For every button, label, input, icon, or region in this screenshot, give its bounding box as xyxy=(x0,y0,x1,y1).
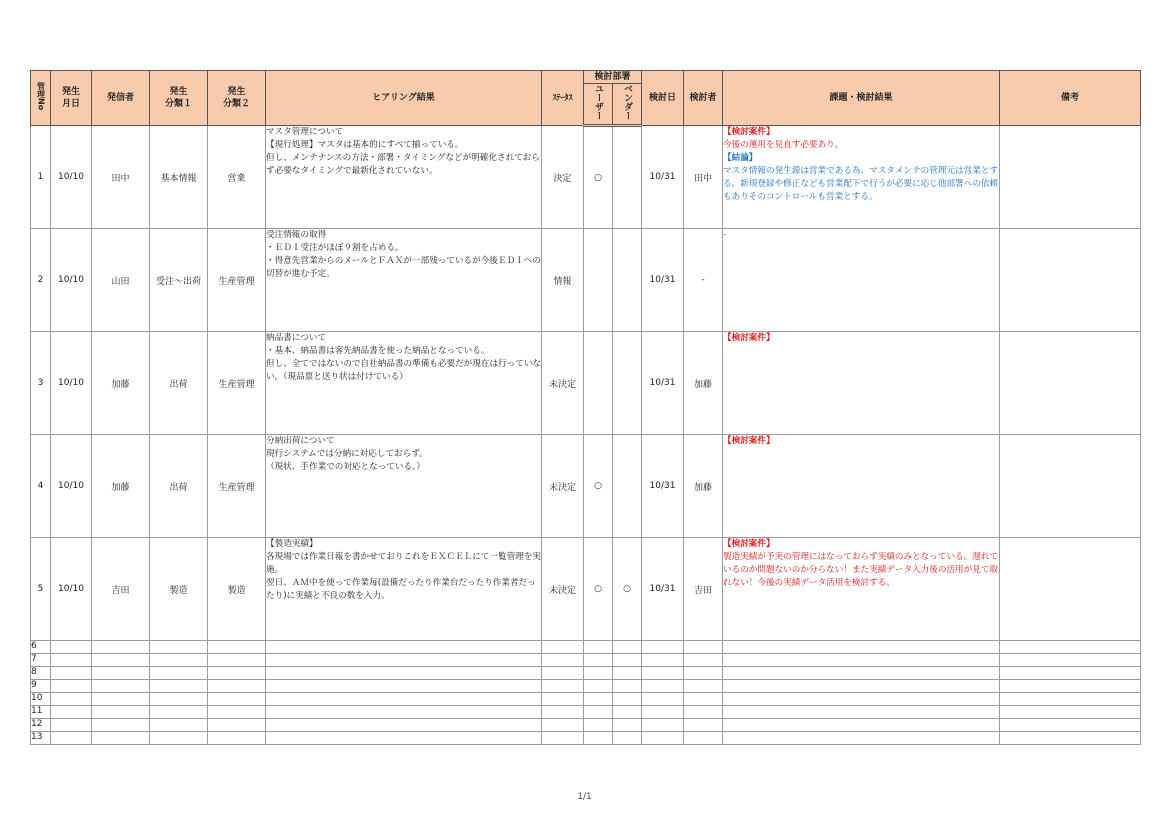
empty-cell xyxy=(584,706,613,719)
row-category-1: 出荷 xyxy=(150,332,208,435)
empty-cell xyxy=(542,719,584,732)
row-sender: 山田 xyxy=(92,229,150,332)
empty-cell xyxy=(266,732,542,745)
empty-cell xyxy=(92,693,150,706)
empty-cell xyxy=(542,641,584,654)
empty-cell xyxy=(92,680,150,693)
empty-cell xyxy=(51,680,92,693)
row-number: 13 xyxy=(31,732,51,745)
row-status: 未決定 xyxy=(542,538,584,641)
row-date: 10/10 xyxy=(51,332,92,435)
empty-row xyxy=(31,719,1141,732)
empty-cell xyxy=(642,641,684,654)
row-number: 2 xyxy=(31,229,51,332)
empty-cell xyxy=(266,680,542,693)
empty-cell xyxy=(1000,732,1141,745)
row-dept-user xyxy=(584,332,613,435)
empty-cell xyxy=(684,641,723,654)
header-reviewer: 検討者 xyxy=(684,71,723,126)
row-issue-result xyxy=(723,126,1000,229)
empty-cell xyxy=(613,667,642,680)
row-date: 10/10 xyxy=(51,126,92,229)
empty-cell xyxy=(723,693,1000,706)
header-review-date: 検討日 xyxy=(642,71,684,126)
row-number: 4 xyxy=(31,435,51,538)
table-row xyxy=(31,435,1141,538)
row-hearing-result: 受注情報の取得 ・ＥＤＩ受注がほぼ９割を占める。 ・得意先営業からのメールとＦＡＸが一部残っているが今後ＥＤＩへの切替が進む予定。 xyxy=(266,229,542,332)
row-dept-vendor xyxy=(613,126,642,229)
row-hearing-result: 納品書について ・基本、納品書は客先納品書を使った納品となっている。 但し、全てではないので自社納品書の準備も必要だが現在は行っていない。（現品票と送り状は付けている） xyxy=(266,332,542,435)
header-review-department: 検討部署 xyxy=(584,71,642,84)
row-review-date: 10/31 xyxy=(642,126,684,229)
header-dept-user: ユーザー xyxy=(584,84,613,126)
empty-cell xyxy=(208,680,266,693)
empty-cell xyxy=(642,680,684,693)
empty-cell xyxy=(723,680,1000,693)
row-review-date: 10/31 xyxy=(642,538,684,641)
row-notes xyxy=(1000,229,1141,332)
row-date: 10/10 xyxy=(51,538,92,641)
header-issue-result: 課題・検討結果 xyxy=(723,71,1000,126)
empty-cell xyxy=(584,693,613,706)
empty-cell xyxy=(584,667,613,680)
empty-cell xyxy=(208,667,266,680)
row-number: 12 xyxy=(31,719,51,732)
row-dept-user: ○ xyxy=(584,435,613,538)
empty-row xyxy=(31,680,1141,693)
row-reviewer: 加藤 xyxy=(684,332,723,435)
empty-cell xyxy=(92,719,150,732)
empty-cell xyxy=(584,641,613,654)
empty-cell xyxy=(684,719,723,732)
row-number: 10 xyxy=(31,693,51,706)
empty-cell xyxy=(208,719,266,732)
row-dept-vendor xyxy=(613,229,642,332)
empty-cell xyxy=(92,667,150,680)
empty-cell xyxy=(150,654,208,667)
empty-cell xyxy=(642,667,684,680)
header-date: 発生 月日 xyxy=(51,71,92,126)
empty-row xyxy=(31,654,1141,667)
row-notes xyxy=(1000,435,1141,538)
row-status: 未決定 xyxy=(542,435,584,538)
empty-cell xyxy=(150,732,208,745)
header-no: 管理No xyxy=(31,71,51,126)
row-category-1: 受注～出荷 xyxy=(150,229,208,332)
empty-cell xyxy=(613,654,642,667)
row-number: 1 xyxy=(31,126,51,229)
empty-cell xyxy=(208,732,266,745)
row-review-date: 10/31 xyxy=(642,332,684,435)
row-category-2: 生産管理 xyxy=(208,332,266,435)
empty-cell xyxy=(92,706,150,719)
empty-row xyxy=(31,641,1141,654)
row-category-2: 製造 xyxy=(208,538,266,641)
row-number: 5 xyxy=(31,538,51,641)
empty-cell xyxy=(642,693,684,706)
empty-cell xyxy=(51,641,92,654)
row-issue-result xyxy=(723,332,1000,435)
issue-heading: 【検討案件】 xyxy=(723,333,775,343)
header-status: ｽﾃｰﾀｽ xyxy=(542,71,584,126)
empty-cell xyxy=(542,654,584,667)
empty-cell xyxy=(208,654,266,667)
empty-cell xyxy=(1000,654,1141,667)
row-notes xyxy=(1000,332,1141,435)
row-sender: 加藤 xyxy=(92,435,150,538)
row-number: 7 xyxy=(31,654,51,667)
empty-cell xyxy=(642,706,684,719)
row-dept-vendor xyxy=(613,435,642,538)
row-reviewer: 吉田 xyxy=(684,538,723,641)
row-hearing-result: マスタ管理について 【現行処理】マスタは基本的にすべて揃っている。 但し、メンテナンスの方法・部署・タイミングなどが明確化されておらず必要なタイミングで最新化されていない。 xyxy=(266,126,542,229)
row-number: 11 xyxy=(31,706,51,719)
row-review-date: 10/31 xyxy=(642,435,684,538)
empty-cell xyxy=(584,680,613,693)
empty-cell xyxy=(584,732,613,745)
issue-text: マスタ情報の発生源は営業である為、マスタメンテの管理元は営業とする。新規登録や修正なども営業配下で行うが必要に応じ他部署への依頼もありそのコントロールも営業とする。 xyxy=(723,166,999,202)
empty-cell xyxy=(642,719,684,732)
empty-cell xyxy=(1000,680,1141,693)
row-reviewer: 田中 xyxy=(684,126,723,229)
empty-cell xyxy=(723,641,1000,654)
empty-cell xyxy=(92,732,150,745)
empty-cell xyxy=(150,693,208,706)
empty-cell xyxy=(266,693,542,706)
empty-cell xyxy=(92,654,150,667)
empty-cell xyxy=(684,667,723,680)
row-notes xyxy=(1000,538,1141,641)
issue-text: 製造実績が予実の管理にはなっておらず実績のみとなっている。遅れているのか問題ないのか分らない！また実績データ入力後の活用が見て取れない！今後の実績データ活用を検討する。 xyxy=(723,552,999,588)
row-dept-vendor: ○ xyxy=(613,538,642,641)
table-row xyxy=(31,538,1141,641)
row-review-date: 10/31 xyxy=(642,229,684,332)
empty-cell xyxy=(51,719,92,732)
empty-cell xyxy=(1000,667,1141,680)
row-dept-user xyxy=(584,229,613,332)
header-dept-vendor: ベンダー xyxy=(613,84,642,126)
table-row xyxy=(31,126,1141,229)
empty-cell xyxy=(584,654,613,667)
row-number: 9 xyxy=(31,680,51,693)
empty-cell xyxy=(723,706,1000,719)
row-category-1: 出荷 xyxy=(150,435,208,538)
empty-cell xyxy=(542,693,584,706)
row-dept-vendor xyxy=(613,332,642,435)
row-category-1: 製造 xyxy=(150,538,208,641)
empty-cell xyxy=(613,680,642,693)
header-notes: 備考 xyxy=(1000,71,1141,126)
table-row xyxy=(31,229,1141,332)
row-number: 3 xyxy=(31,332,51,435)
empty-cell xyxy=(266,706,542,719)
empty-cell xyxy=(723,667,1000,680)
row-issue-result xyxy=(723,229,1000,332)
header-hearing-result: ヒアリング結果 xyxy=(266,71,542,126)
row-sender: 加藤 xyxy=(92,332,150,435)
empty-cell xyxy=(208,706,266,719)
empty-cell xyxy=(150,641,208,654)
table-row xyxy=(31,332,1141,435)
row-hearing-result: 【製造実績】 各現場では作業日報を書かせておりこれをＥＸＣＥＬにて一覧管理を実施。 翌日、ＡＭ中を使って作業毎(設備だったり作業台だったり作業者だったり)に実績と不良の数を入力。 xyxy=(266,538,542,641)
empty-cell xyxy=(542,706,584,719)
empty-cell xyxy=(266,667,542,680)
empty-row xyxy=(31,693,1141,706)
empty-row xyxy=(31,667,1141,680)
issue-text: - xyxy=(723,230,727,240)
empty-cell xyxy=(1000,719,1141,732)
empty-cell xyxy=(723,654,1000,667)
row-hearing-result: 分納出荷について 現行システムでは分納に対応しておらず。 （現状、手作業での対応となっている。） xyxy=(266,435,542,538)
issue-heading: 【検討案件】 xyxy=(723,436,775,446)
row-status: 決定 xyxy=(542,126,584,229)
empty-cell xyxy=(684,693,723,706)
row-date: 10/10 xyxy=(51,435,92,538)
empty-cell xyxy=(684,654,723,667)
empty-cell xyxy=(150,706,208,719)
empty-cell xyxy=(542,667,584,680)
empty-cell xyxy=(150,667,208,680)
row-issue-result xyxy=(723,538,1000,641)
row-sender: 吉田 xyxy=(92,538,150,641)
empty-cell xyxy=(613,732,642,745)
issue-heading: 【検討案件】 xyxy=(723,127,775,137)
empty-cell xyxy=(51,732,92,745)
row-reviewer: 加藤 xyxy=(684,435,723,538)
hearing-sheet-table xyxy=(30,70,1141,745)
row-sender: 田中 xyxy=(92,126,150,229)
row-dept-user: ○ xyxy=(584,538,613,641)
empty-cell xyxy=(613,706,642,719)
empty-cell xyxy=(51,667,92,680)
empty-cell xyxy=(1000,693,1141,706)
empty-cell xyxy=(266,641,542,654)
row-category-2: 生産管理 xyxy=(208,435,266,538)
empty-cell xyxy=(1000,641,1141,654)
empty-cell xyxy=(684,680,723,693)
empty-cell xyxy=(51,706,92,719)
empty-cell xyxy=(584,719,613,732)
row-date: 10/10 xyxy=(51,229,92,332)
empty-cell xyxy=(684,732,723,745)
empty-cell xyxy=(723,732,1000,745)
empty-cell xyxy=(642,732,684,745)
empty-cell xyxy=(51,654,92,667)
empty-cell xyxy=(1000,706,1141,719)
empty-cell xyxy=(266,719,542,732)
row-notes xyxy=(1000,126,1141,229)
row-category-1: 基本情報 xyxy=(150,126,208,229)
empty-cell xyxy=(542,680,584,693)
row-dept-user: ○ xyxy=(584,126,613,229)
page-number: 1/1 xyxy=(577,792,592,802)
row-status: 情報 xyxy=(542,229,584,332)
empty-cell xyxy=(208,641,266,654)
issue-heading: 【検討案件】 xyxy=(723,539,775,549)
row-status: 未決定 xyxy=(542,332,584,435)
row-number: 8 xyxy=(31,667,51,680)
header-sender: 発信者 xyxy=(92,71,150,126)
row-number: 6 xyxy=(31,641,51,654)
empty-cell xyxy=(208,693,266,706)
empty-cell xyxy=(150,719,208,732)
empty-cell xyxy=(723,719,1000,732)
empty-cell xyxy=(150,680,208,693)
row-issue-result xyxy=(723,435,1000,538)
empty-cell xyxy=(684,706,723,719)
row-category-2: 生産管理 xyxy=(208,229,266,332)
empty-cell xyxy=(613,719,642,732)
empty-cell xyxy=(92,641,150,654)
empty-row xyxy=(31,706,1141,719)
issue-heading: 【結論】 xyxy=(723,153,758,163)
issue-text: 今後の運用を見直す必要あり。 xyxy=(723,140,844,150)
empty-cell xyxy=(613,693,642,706)
header-category-1: 発生 分類１ xyxy=(150,71,208,126)
row-reviewer: - xyxy=(684,229,723,332)
header-category-2: 発生 分類２ xyxy=(208,71,266,126)
empty-cell xyxy=(542,732,584,745)
empty-cell xyxy=(266,654,542,667)
empty-row xyxy=(31,732,1141,745)
empty-cell xyxy=(642,654,684,667)
row-category-2: 営業 xyxy=(208,126,266,229)
empty-cell xyxy=(613,641,642,654)
empty-cell xyxy=(51,693,92,706)
